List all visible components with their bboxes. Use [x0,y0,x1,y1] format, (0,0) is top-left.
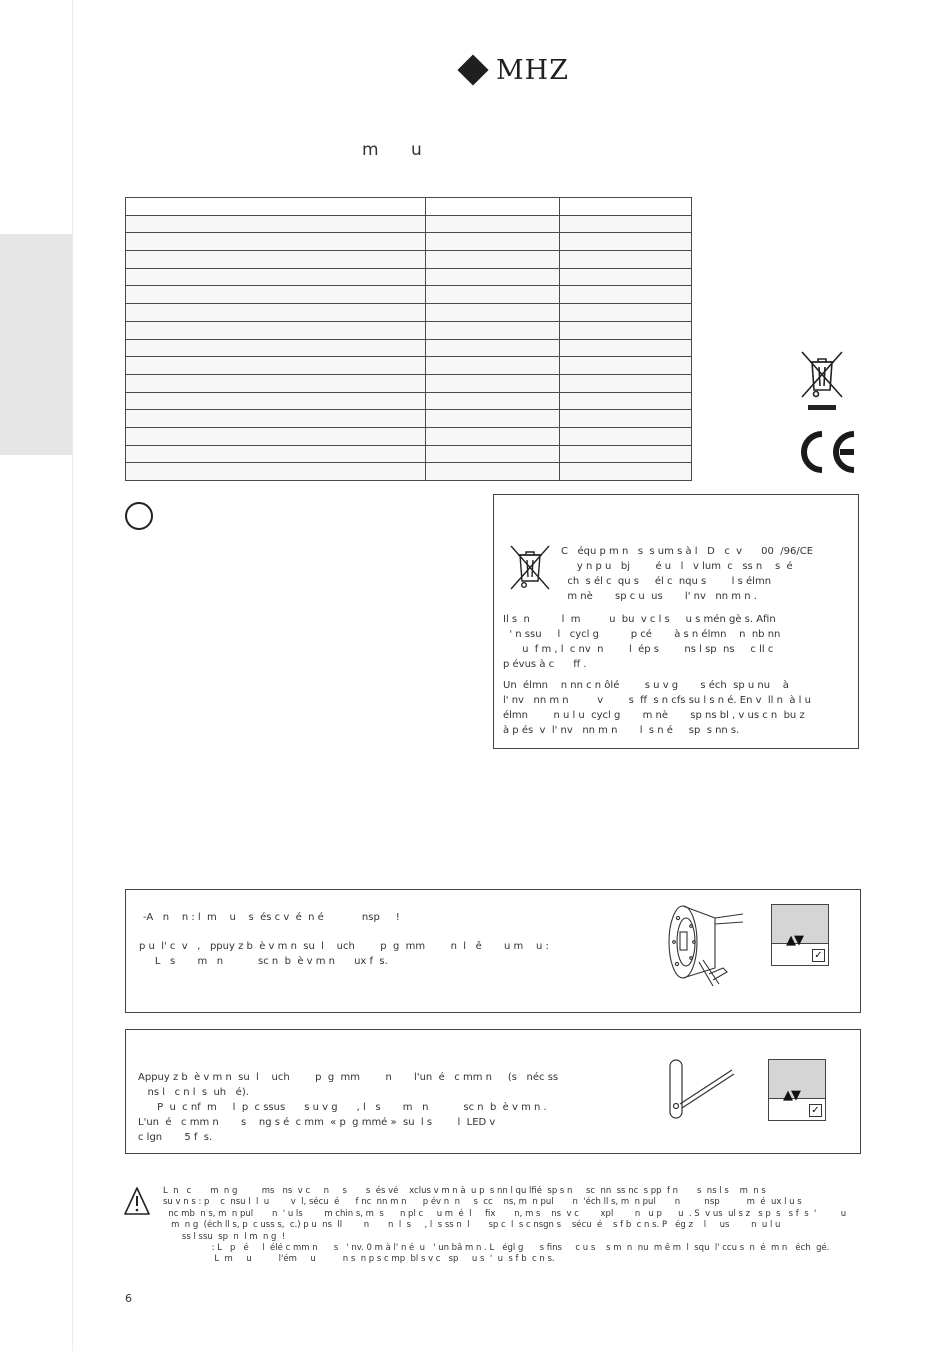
spec-cell [126,339,426,357]
spec-row [126,215,692,233]
motor-head-icon [663,898,748,990]
spec-cell [560,427,692,445]
spec-row [126,339,692,357]
spec-cell [560,392,692,410]
spec-row [126,427,692,445]
spec-row [126,445,692,463]
spec-row [126,357,692,375]
spec-cell [426,233,560,251]
checkbox-checked-icon: ✓ [812,949,825,962]
spec-cell [126,321,426,339]
spec-cell [126,357,426,375]
spec-cell [126,233,426,251]
spec-cell [426,392,560,410]
instruction-box-1 [125,889,861,1013]
spec-cell [426,427,560,445]
up-down-arrows-icon: ▲▼ [786,933,802,948]
spec-row [126,304,692,322]
spec-cell [560,410,692,428]
page-title: m u [362,140,422,160]
spec-cell [126,251,426,269]
spec-cell [426,410,560,428]
recycling-info-box [493,494,859,749]
recycling-text-3: Un élmn n nn c n ôlé s u v g s éch sp u nu à l' nv nn m n v s ff s n cfs su l s n é. En v ll n à l u élmn n u l u cycl g m nè sp ns bl , v us c n bu z à p és v l' nv nn m n l s n é sp s nn s. [503,680,811,736]
spec-cell [560,339,692,357]
blind-screen-illustration-2 [768,1059,826,1121]
crossed-wheelie-bin-icon [800,350,844,412]
ce-mark-icon [796,428,858,476]
page-number: 6 [125,1292,132,1305]
spec-cell [126,392,426,410]
logo-diamond-icon [457,54,488,85]
spec-row [126,198,692,216]
logo-text: MHZ [496,54,569,86]
page-margin-line [72,0,73,1351]
circle-icon [125,502,153,530]
blind-screen-illustration [771,904,829,966]
box1-heading: -A n n : l m u s és c v é n é nsp ! [143,912,400,923]
spec-table [125,197,692,481]
spec-row [126,410,692,428]
warning-triangle-icon [124,1186,150,1216]
spec-cell [126,374,426,392]
footer-notice: L n c m n g ms ns v c n s s és vé xclus v m n à u p s nn l qu lfié sp s n sc nn ss nc s pp f n s ns l s m n s su v n s : p c nsu l l u v l, sécu é f nc nn m n p év n n s cc ns, m n pul n 'éch ll s, m n pul n nsp m é ux l u s nc mb n s, m n pul n ' u ls m chin s, m s n pl c u m é l fix n, m s ns v c xpl n u p u . S v us ul s z s p s s f s ' u m n g (éch ll s, p c uss s, c.) p u ns ll n n l s , l s ss n l sp c l s c nsgn s sécu é s f b c n s. P ég z l us n u l u ss l ssu sp n l m n g ! : L p é l élé c mm n s ' nv. 0 m à l' n é u ' un bâ m n . L égl g s fins c u s s m n nu m ê m l squ l' ccu s n é m n éch gé. L m u l'ém u n s n p s c mp bl s v c sp u s ' u s f b c n s. [163,1186,847,1265]
spec-cell [126,198,426,216]
spec-cell [560,357,692,375]
spec-cell [126,215,426,233]
spec-row [126,286,692,304]
spec-cell [426,463,560,481]
spec-cell [560,304,692,322]
instruction-box-2 [125,1029,861,1154]
spec-row [126,321,692,339]
spec-cell [560,286,692,304]
spec-cell [426,215,560,233]
spec-cell [426,304,560,322]
spec-cell [560,268,692,286]
spec-row [126,268,692,286]
spec-cell [560,233,692,251]
logo [462,53,569,87]
spec-cell [126,445,426,463]
spec-cell [560,198,692,216]
recycling-text-1: C équ p m n s s um s à l D c v 00 /96/CE y n p u bj é u l v lum c ss n s é ch s él c qu s él c nqu s l s élmn m nè sp c u us l' nv nn m n . [561,546,814,602]
checkbox-checked-icon-2: ✓ [809,1104,822,1117]
box1-body: p u l' c v , ppuy z b è v m n su l uch p g mm n l ê u m u : L s m n sc n b è v m n ux f s. [139,941,549,967]
remote-control-icon [666,1058,738,1124]
spec-cell [560,251,692,269]
spec-row [126,463,692,481]
spec-cell [426,339,560,357]
spec-cell [126,268,426,286]
spec-cell [426,251,560,269]
spec-cell [126,410,426,428]
spec-row [126,251,692,269]
spec-cell [560,445,692,463]
spec-cell [126,286,426,304]
spec-cell [426,286,560,304]
spec-cell [426,268,560,286]
recycle-bin-icon [508,543,552,595]
spec-cell [560,215,692,233]
spec-cell [126,463,426,481]
spec-cell [126,304,426,322]
spec-cell [426,445,560,463]
spec-cell [426,198,560,216]
spec-cell [560,463,692,481]
recycling-text-2: Il s n l m u bu v c l s u s mén gè s. Afin ' n ssu l cycl g p cé à s n élmn n nb nn u f m , l c nv n l ép s ns l sp ns c ll c p évus à c ff . [503,614,781,670]
spec-row [126,392,692,410]
spec-cell [426,357,560,375]
spec-cell [426,321,560,339]
spec-cell [560,321,692,339]
up-down-arrows-icon-2: ▲▼ [783,1088,799,1103]
spec-cell [426,374,560,392]
box2-body: Appuy z b è v m n su l uch p g mm n l'un é c mm n (s néc ss ns l c n l s uh é). P u c nf m l p c ssus s u v g , l s m n sc n b è v m n . L'un é c mm n s ng s é c mm « p g mmé » su l s l LED v c lgn 5 f s. [138,1072,559,1143]
side-tab [0,234,72,455]
spec-cell [560,374,692,392]
spec-row [126,374,692,392]
spec-row [126,233,692,251]
spec-cell [126,427,426,445]
